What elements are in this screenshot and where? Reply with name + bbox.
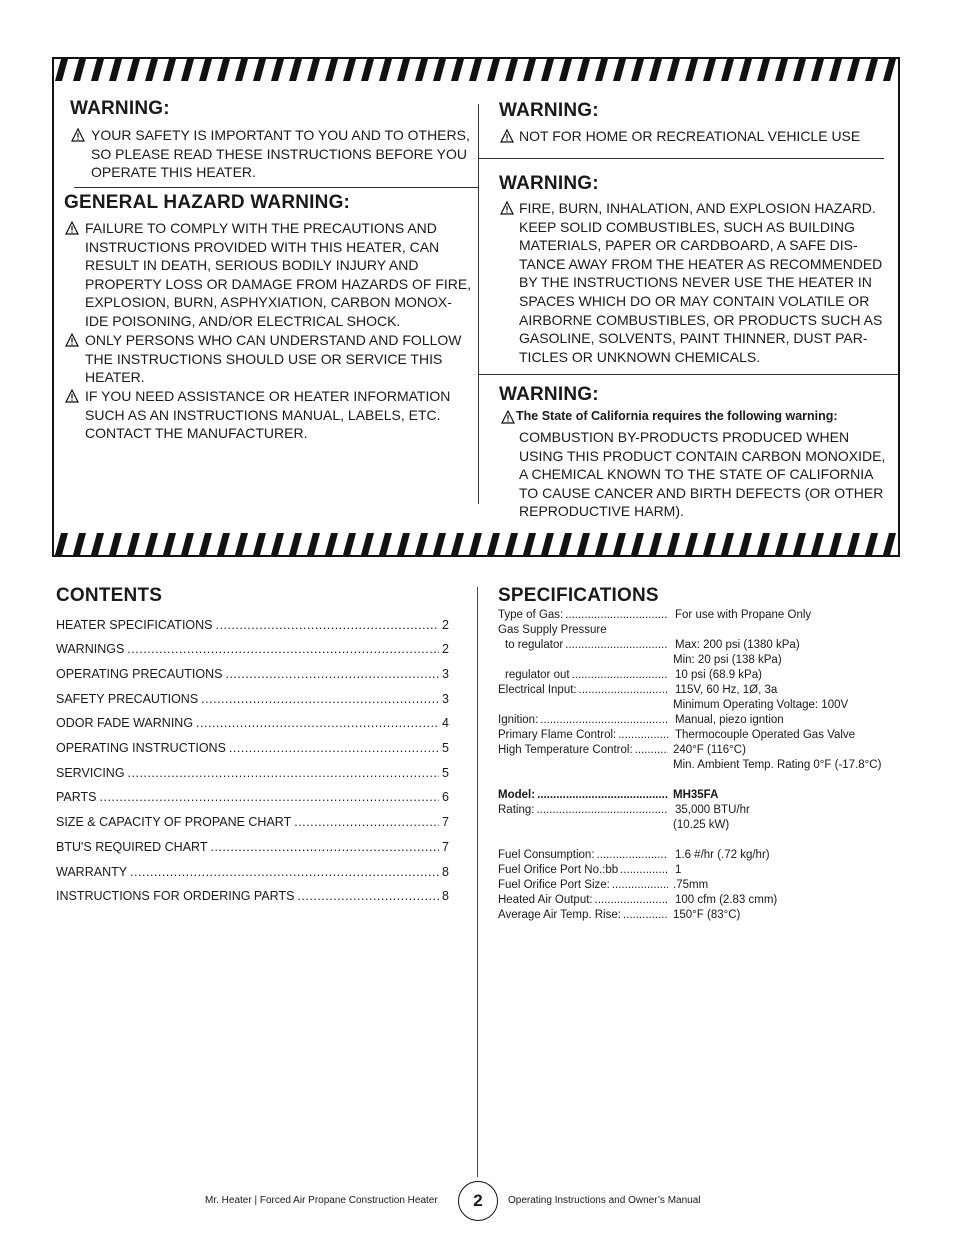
page-column-divider: [477, 587, 478, 1177]
toc-item[interactable]: ODOR FADE WARNING ..... 4: [56, 716, 449, 730]
spec-label: Fuel Orifice Port Size: .....: [498, 879, 668, 891]
spec-label: Model: .....: [498, 789, 668, 801]
toc-item[interactable]: OPERATING PRECAUTIONS ..... 3: [56, 667, 449, 681]
general-hazard-item-3: IF YOU NEED ASSISTANCE OR HEATER INFORMATION SUCH AS AN INSTRUCTIONS MANUAL, LABELS, ETC. CONTACT THE MANUFACTURER.: [85, 388, 451, 442]
warning-triangle-icon: [71, 128, 85, 142]
spec-value: Min: 20 psi (138 kPa): [673, 654, 782, 666]
footer-left: Mr. Heater | Forced Air Propane Construction Heater: [205, 1195, 438, 1206]
spec-value: 35,000 BTU/hr: [675, 804, 750, 816]
spec-value: Minimum Operating Voltage: 100V: [673, 699, 849, 711]
toc-item[interactable]: WARRANTY ..... 8: [56, 865, 449, 879]
spec-label: Type of Gas: .....: [498, 609, 668, 621]
spec-value: 150°F (83°C): [673, 909, 741, 921]
warning-triangle-icon: [500, 201, 514, 215]
toc-item[interactable]: INSTRUCTIONS FOR ORDERING PARTS ..... 8: [56, 889, 449, 903]
general-hazard-item-2: ONLY PERSONS WHO CAN UNDERSTAND AND FOLLOW THE INSTRUCTIONS SHOULD USE OR SERVICE THIS HEATER.: [85, 332, 462, 386]
contents-heading: CONTENTS: [56, 585, 163, 606]
box-divider-vertical: [478, 104, 479, 504]
spec-label: to regulator .....: [505, 639, 668, 651]
warning-triangle-icon: [501, 410, 515, 424]
spec-value: Thermocouple Operated Gas Valve: [675, 729, 856, 741]
toc-item[interactable]: BTU'S REQUIRED CHART ..... 7: [56, 840, 449, 854]
spec-value: (10.25 kW): [673, 819, 730, 831]
spec-label: Electrical Input: .....: [498, 684, 668, 696]
california-intro: The State of California requires the following warning:: [516, 409, 838, 423]
divider-right-2: [478, 374, 898, 375]
spec-label: regulator out .....: [505, 669, 668, 681]
general-hazard-heading: GENERAL HAZARD WARNING:: [64, 192, 351, 213]
warning-heading-fire: WARNING:: [499, 173, 599, 194]
spec-value: 115V, 60 Hz, 1Ø, 3a: [675, 684, 778, 696]
toc-item[interactable]: WARNINGS ..... 2: [56, 642, 449, 656]
spec-value: For use with Propane Only: [675, 609, 812, 621]
spec-value: 10 psi (68.9 kPa): [675, 669, 762, 681]
toc-item[interactable]: SIZE & CAPACITY OF PROPANE CHART ..... 7: [56, 815, 449, 829]
toc-item[interactable]: PARTS ..... 6: [56, 790, 449, 804]
warning-triangle-icon: [65, 221, 79, 235]
spec-value: MH35FA: [673, 789, 719, 801]
warning-heading-california: WARNING:: [499, 384, 599, 405]
spec-value: Max: 200 psi (1380 kPa): [675, 639, 800, 651]
spec-value: 240°F (116°C): [673, 744, 746, 756]
general-hazard-item-1: FAILURE TO COMPLY WITH THE PRECAUTIONS AND INSTRUCTIONS PROVIDED WITH THIS HEATER, CAN RESULT IN DEATH, SERIOUS BODILY INJURY AND PROPERTY LOSS OR DAMAGE FROM HAZARDS OF FIRE, EXPLOSION, BURN, ASPHYXIATION, CARBON MONOX- IDE POISONING, AND/OR ELECTRICAL SHOCK.: [85, 220, 472, 329]
spec-value: 1.6 #/hr (.72 kg/hr): [675, 849, 770, 861]
page-number: 2: [458, 1181, 498, 1221]
warning-triangle-icon: [500, 129, 514, 143]
toc-item[interactable]: SERVICING ..... 5: [56, 766, 449, 780]
spec-label: Gas Supply Pressure: [498, 624, 607, 636]
warning-triangle-icon: [65, 389, 79, 403]
spec-value: Min. Ambient Temp. Rating 0°F (-17.8°C): [673, 759, 882, 771]
spec-value: 100 cfm (2.83 cmm): [675, 894, 778, 906]
specifications-heading: SPECIFICATIONS: [498, 585, 659, 606]
warning-heading-left: WARNING:: [70, 98, 170, 119]
warning-left-text: YOUR SAFETY IS IMPORTANT TO YOU AND TO OTHERS, SO PLEASE READ THESE INSTRUCTIONS BEFORE YOU OPERATE THIS HEATER.: [91, 127, 470, 181]
spec-value: .75mm: [673, 879, 709, 891]
spec-label: Heated Air Output: .....: [498, 894, 668, 906]
warning-california-text: COMBUSTION BY-PRODUCTS PRODUCED WHEN USING THIS PRODUCT CONTAIN CARBON MONOXIDE, A CHEMICAL KNOWN TO THE STATE OF CALIFORNIA TO CAUSE CANCER AND BIRTH DEFECTS (OR OTHER REPRODUCTIVE HARM).: [519, 429, 886, 520]
spec-label: Fuel Consumption: .....: [498, 849, 668, 861]
warning-fire-text: FIRE, BURN, INHALATION, AND EXPLOSION HAZARD. KEEP SOLID COMBUSTIBLES, SUCH AS BUILDING MATERIALS, PAPER OR CARDBOARD, A SAFE DIS- TANCE AWAY FROM THE HEATER AS RECOMMENDED BY THE INSTRUCTIONS NEVER USE THE HEATER IN SPACES WHICH DO OR MAY CONTAIN VOLATILE OR AIRBORNE COMBUSTIBLES, OR PRODUCTS SUCH AS GASOLINE, SOLVENTS, PAINT THINNER, DUST PAR- TICLES OR UNKNOWN CHEMICALS.: [519, 200, 883, 365]
divider-left: [74, 187, 478, 188]
warning-heading-home: WARNING:: [499, 100, 599, 121]
spec-label: Fuel Orifice Port No.:bb .....: [498, 864, 668, 876]
spec-label: Rating: .....: [498, 804, 668, 816]
hazard-stripe-top: [54, 59, 898, 81]
footer-right: Operating Instructions and Owner’s Manual: [508, 1195, 701, 1206]
warning-home-text: NOT FOR HOME OR RECREATIONAL VEHICLE USE: [519, 128, 861, 144]
toc-item[interactable]: OPERATING INSTRUCTIONS ..... 5: [56, 741, 449, 755]
toc-item[interactable]: SAFETY PRECAUTIONS ..... 3: [56, 692, 449, 706]
toc-item[interactable]: HEATER SPECIFICATIONS ..... 2: [56, 618, 449, 632]
spec-label: Average Air Temp. Rise: .....: [498, 909, 668, 921]
spec-value: 1: [675, 864, 682, 876]
spec-value: Manual, piezo igntion: [675, 714, 784, 726]
hazard-stripe-bottom: [54, 533, 898, 555]
divider-right-1: [478, 158, 884, 159]
warning-triangle-icon: [65, 333, 79, 347]
spec-label: High Temperature Control: .....: [498, 744, 668, 756]
spec-label: Primary Flame Control: .....: [498, 729, 668, 741]
spec-label: Ignition: .....: [498, 714, 668, 726]
